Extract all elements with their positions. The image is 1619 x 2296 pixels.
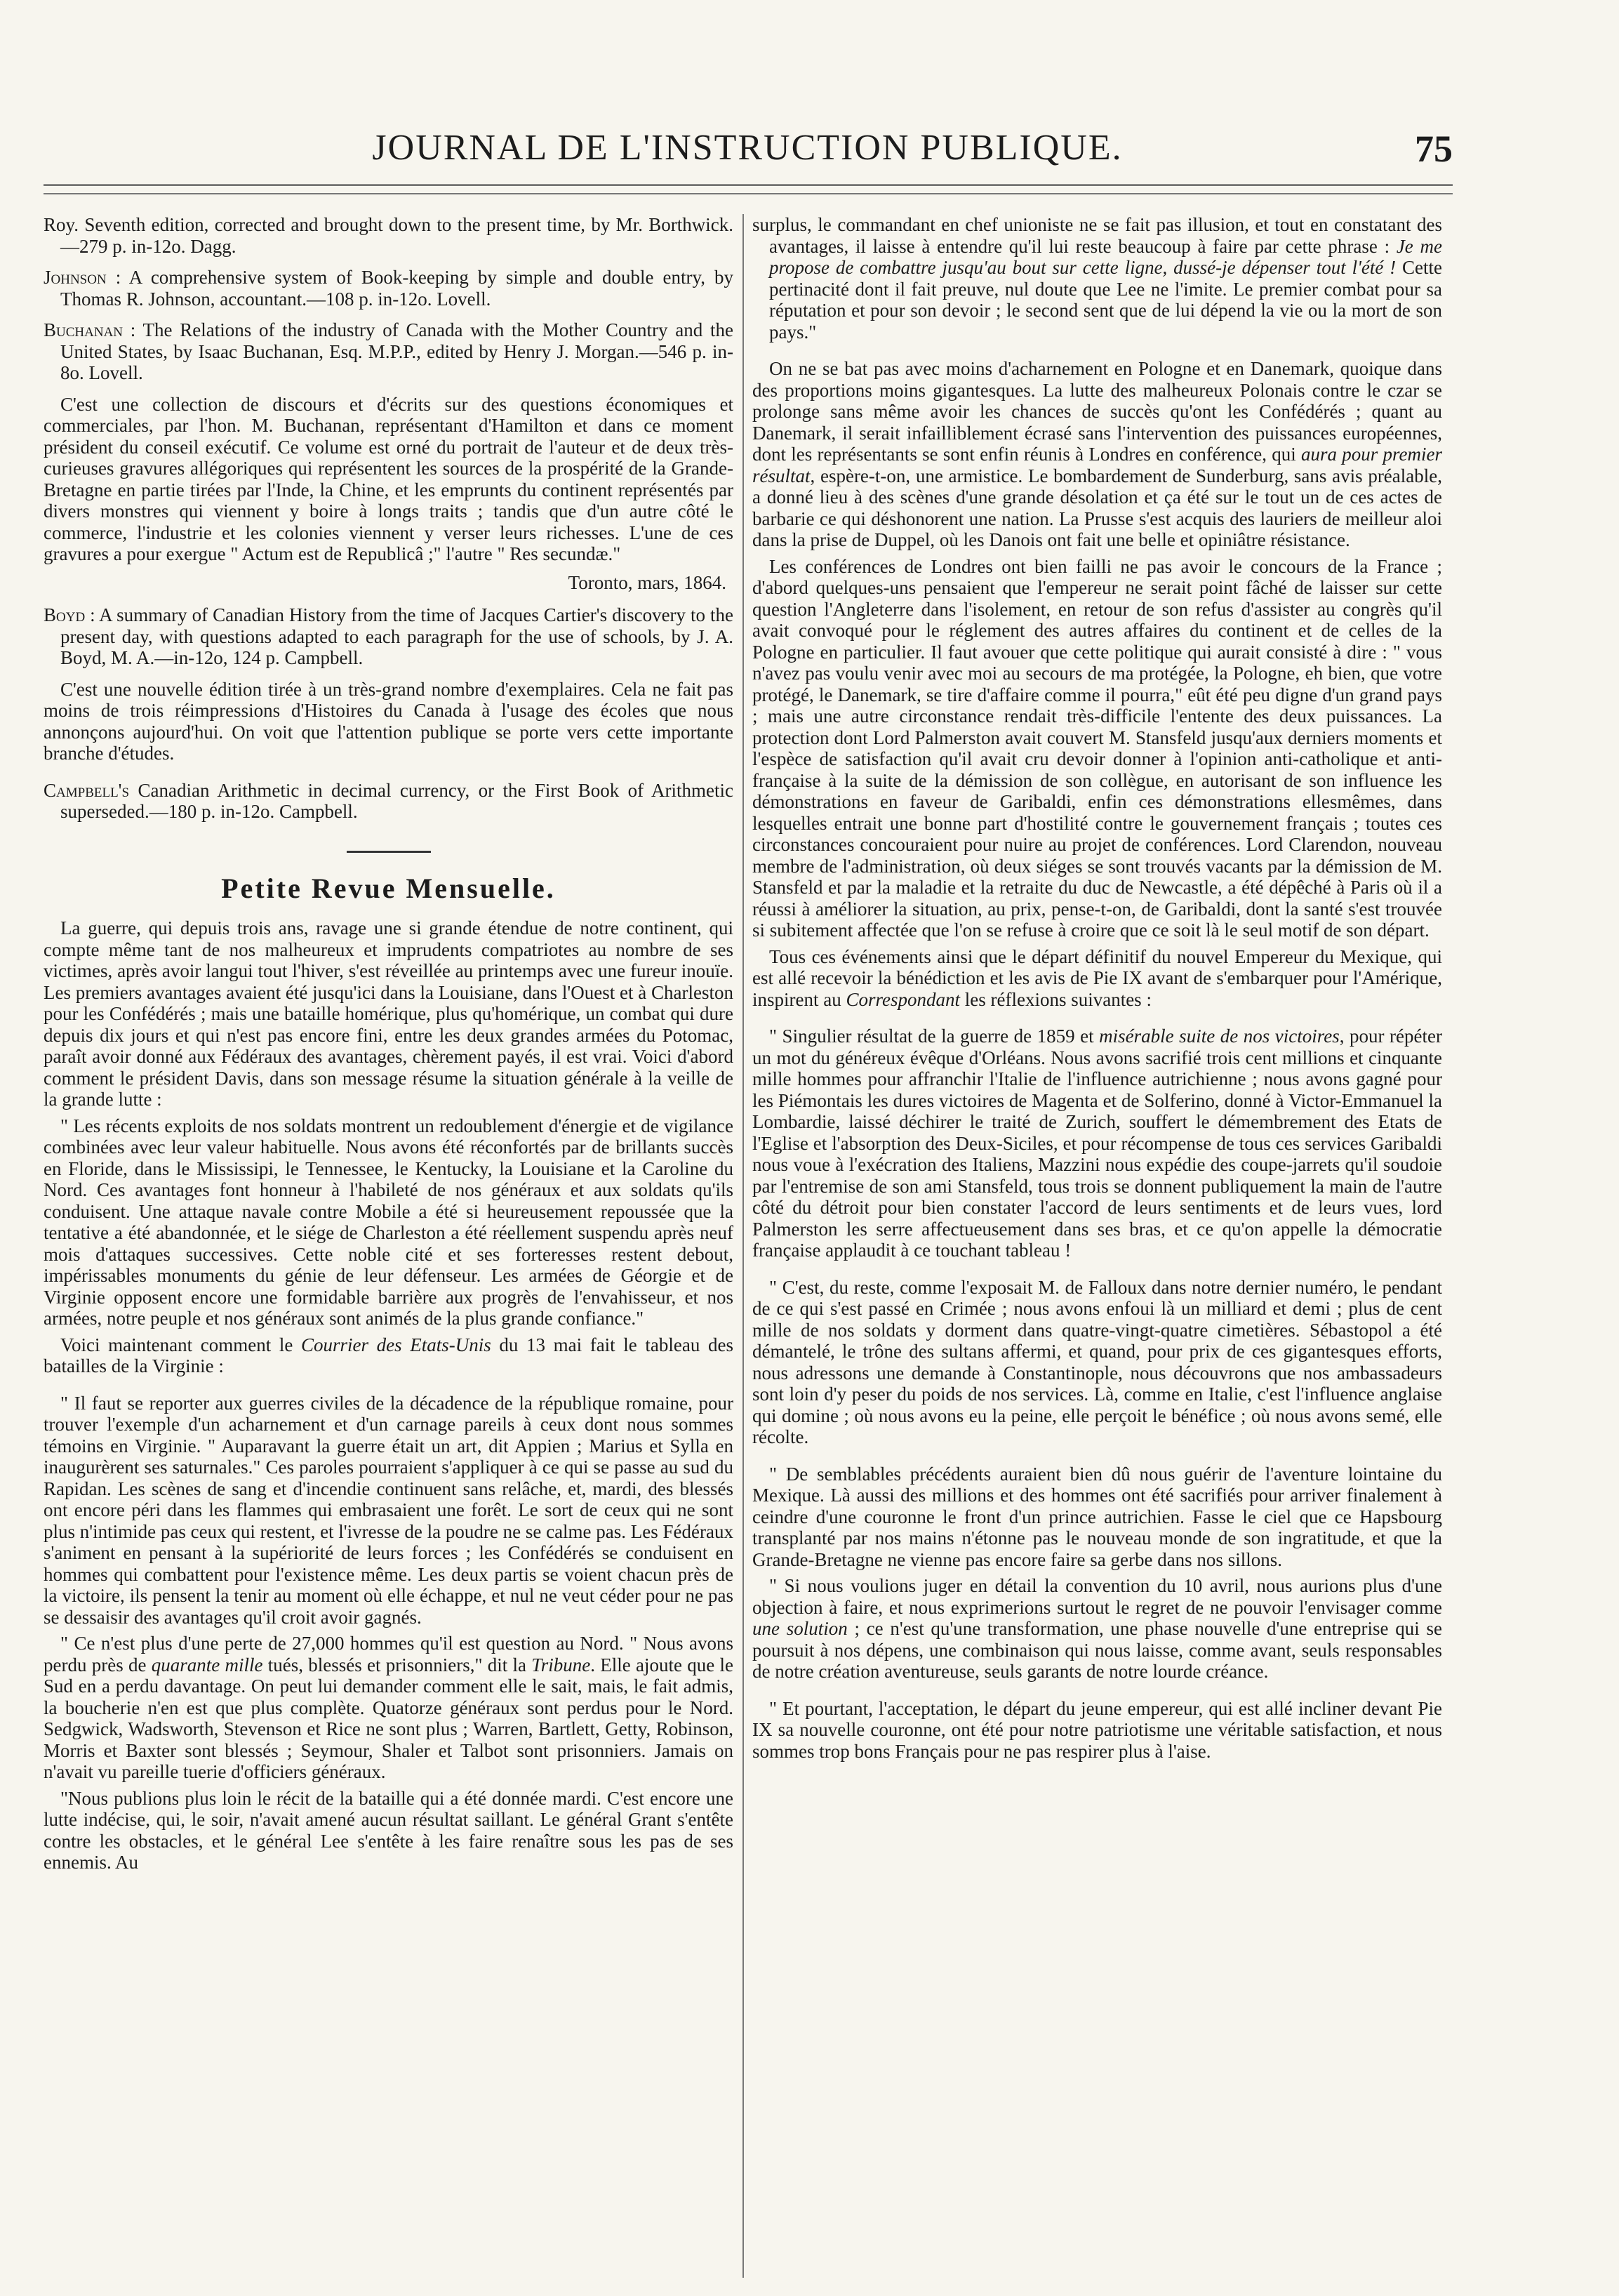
page-header [42,116,1453,179]
header-rule [44,184,1453,194]
quote-paragraph-1: " Singulier résultat de la guerre de 1859 et misérable suite de nos victoires, pour répéter un mot du généreux évêque d'Orléans. Nous avons sacrifié trois cent millions et cinquante mille hommes pour affranchir l'Italie de l'influence autrichienne ; nous avons gagné pour les Piémontais les dures victoires de Magenta et de Solferino, donné à Victor-Emmanuel la Lombardie, laissé déchirer le traité de Zurich, souffert le démembrement des Etats de l'Eglise et l'absorption des Deux-Siciles, et pour récompense de tous ces services Garibaldi nous voue à l'exécration des Italiens, Mazzini nous expédie des coupe-jarrets qu'il soudoie par l'entremise de son ami Stansfeld, tous trois se donnent publiquement la main de l'autre côté du détroit pour bien constater l'accord de leurs sentiments et de leurs vues, lord Palmerston les serre affectueusement dans ses bras, et ce qu'on appelle la démocratie française applaudit à ce touchant tableau ! [752,1026,1442,1261]
review-paragraph-4: " Il faut se reporter aux guerres civiles de la décadence de la république romaine, pour trouver l'exemple d'un acharnement et d'un carnage pareils à ceux dont nous sommes témoins en Virginie. " Auparavant la guerre était un art, dit Appien ; Marius et Sylla en inaugurèrent ses saturnales." Ces paroles pourraient s'appliquer à ce qui se passe au sud du Rapidan. Les scènes de sang et d'incendie continuent sans relâche, et, mardi, des blessés ont encore péri dans les flammes qui embrasaient une forêt. Le sort de ceux qui ne sont plus n'intimide pas ceux qui restent, et l'ivresse de la poudre ne se calme pas. Les Fédéraux s'animent en pensant à la supériorité de leurs forces ; les Confédérés se conduisent en hommes qui combattent pour l'existence même. Les deux partis se voient chacun près de la victoire, ils pensent la tenir au moment où elle échappe, et nul ne veut céder pour ne pas se dessaisir des avantages qu'il croit avoir gagnés. [44,1392,733,1628]
mexico-emperor-paragraph: Tous ces événements ainsi que le départ définitif du nouvel Empereur du Mexique, qui est allé recevoir la bénédiction et les avis de Pie IX avant de s'embarquer pour l'Amérique, inspirent au Correspondant les réflexions suivantes : [752,945,1442,1010]
london-conferences-paragraph: Les conférences de Londres ont bien failli ne pas avoir le concours de la France ; d'abord quelques-uns pensaient que l'empereur ne serait point fâché de laisser sur cette question l'Angleterre dans l'isolement, en retour de son refus d'assister au congrès qu'il avait convoqué pour le réglement des autres affaires du continent et de celles de la Pologne en particulier. Il faut avouer que cette politique qui aurait consisté à dire : " vous n'avez pas voulu venir avec moi au secours de ma protégée, la Pologne, eh bien, que votre protégé, le Danemark, se tire d'affaire comme il pourra," eût été peu digne d'un grand pays ; mais une autre circonstance rendait très-difficile l'entente des deux puissances. La protection dont Lord Palmerston avait couvert M. Stansfeld jusqu'aux derniers moments et l'espèce de satisfaction qu'il avait cru devoir donner à l'opinion anti-catholique et anti-française à la suite de la démission de son collègue, en autorisant de son influence les démonstrations en faveur de Garibaldi, enfin ces démonstrations ellesmêmes, dans lesquelles entrait une bonne part d'hostilité contre le gouvernement français ; toutes ces circonstances concouraient pour nuire au projet de conférences. Lord Clarendon, nouveau membre de l'administration, où deux siéges se sont trouvés vacants par la démission de M. Stansfeld et par la maladie et la retraite du duc de Newcastle, a été dépêché à Paris où il a réussi à améliorer la situation, au prix, pense-t-on, de Garibaldi, dont la santé s'est trouvée si subitement affectée que l'on se refuse à croire que ce soit là le seul motif de son départ. [752,555,1442,941]
review-paragraph-5: " Ce n'est plus d'une perte de 27,000 hommes qu'il est question au Nord. " Nous avons perdu près de quarante mille tués, blessés et prisonniers," dit la Tribune. Elle ajoute que le Sud en a perdu davantage. On peut lui demander comment elle le sait, mais, le fait admis, la boucherie n'en est que plus complète. Quatorze généraux sont perdus pour le Nord. Sedgwick, Wadsworth, Stevenson et Rice ne sont plus ; Warren, Bartlett, Getty, Robinson, Morris et Baxter sont blessés ; Seymour, Shaler et Talbot sont prisonniers. Jamais on n'avait vu pareille tuerie d'officiers généraux. [44,1633,733,1782]
section-separator [347,851,431,853]
review-paragraph-3: Voici maintenant comment le Courrier des Etats-Unis du 13 mai fait le tableau des batailles de la Virginie : [44,1334,733,1376]
poland-denmark-paragraph: On ne se bat pas avec moins d'acharnement en Pologne et en Danemark, quoique dans des proportions moins gigantesques. La lutte des malheureux Polonais contre le czar se prolonge sans même avoir les chances de succès qu'ont les Confédérés ; quant au Danemark, il serait infailliblement écrasé sans l'intervention des puissances européennes, dont les représentants se sont enfin réunis à Londres en conférence, qui aura pour premier résultat, espère-t-on, une armistice. Le bombardement de Sunderburg, sans avis préalable, a donné lieu à des scènes d'une grande désolation et ça été sur le tout un de ces actes de barbarie ce qui déshonorent une nation. La Prusse s'est acquis des lauriers de meilleur aloi dans la prise de Duppel, où les Danois ont fait une belle et opiniâtre résistance. [752,358,1442,550]
johnson-entry: Johnson : A comprehensive system of Book-keeping by simple and double entry, by Thomas R. Johnson, accountant.—108 p. in-12o. Lovell. [44,267,733,310]
review-paragraph-2: " Les récents exploits de nos soldats montrent un redoublement d'énergie et de vigilance combinées avec leur valeur habituelle. Nous avons été réconfortés par de brillants succès en Floride, dans le Mississipi, le Tennessee, le Kentucky, la Louisiane et la Caroline du Nord. Ces avantages font honneur à l'habileté de nos généraux et aux soldats qu'ils conduisent. Une attaque navale contre Mobile a été si heureusement repoussée que la tentative a été abandonnée, et le siége de Charleston a été réellement suspendu après neuf mois d'attaques successives. Cette noble cité et ses forteresses restent debout, impérissables monuments du génie de leur défenseur. Les armées de Géorgie et de Virginie opposent encore une formidable barrière aux progrès de l'envahisseur, et nos armées, notre peuple et nos généraux sont animés de la plus grande confiance." [44,1115,733,1329]
continuation-paragraph: surplus, le commandant en chef unioniste ne se fait pas illusion, et tout en constatant des avantages, il laisse à entendre qu'il lui reste beaucoup à faire par cette phrase : Je me propose de combattre jusqu'au bout sur cette ligne, dussé-je dépenser tout l'été ! Cette pertinacité dont il fait preuve, nul doute que Lee ne l'imite. Le premier combat pour sa réputation et pour son devoir ; le second sent que de lui dépend la vie ou la mort de son pays." [752,214,1442,343]
review-paragraph-6: "Nous publions plus loin le récit de la bataille qui a été donnée mardi. C'est encore une lutte indécise, qui, le soir, n'avait amené aucun résultat saillant. Le général Grant s'entête contre les obstacles, et le général Lee s'entête à les faire renaître sous les pas de ses ennemis. Au [44,1787,733,1873]
buchanan-entry: Buchanan : The Relations of the industry of Canada with the Mother Country and the United States, by Isaac Buchanan, Esq. M.P.P., edited by Henry J. Morgan.—546 p. in-8o. Lovell. [44,319,733,383]
review-paragraph-1: La guerre, qui depuis trois ans, ravage une si grande étendue de notre continent, qui compte même tant de nos malheureux et imprudents compatriotes au nombre de ses victimes, après avoir langui tout l'hiver, s'est réveillée au printemps avec une fureur inouïe. Les premiers avantages avaient été jusqu'ici dans la Louisiane, dans l'Ouest et à Charleston pour les Confédérés ; mais une bataille homérique, plus qu'homérique, un combat qui dure depuis dix jours et qui n'est pas encore fini, entre les deux grandes armées du Potomac, paraît avoir donné aux Fédéraux des avantages, chèrement payés, il est vrai. Voici d'abord comment le président Davis, dans son message résume la situation générale à la veille de la grande lutte : [44,917,733,1110]
column-divider [742,214,744,2278]
quote-paragraph-4: " Si nous voulions juger en détail la convention du 10 avril, nous aurions plus d'une objection à faire, et nous exprimerions surtout le regret de ne pouvoir l'envisager comme une solution ; ce n'est qu'une transformation, une phase nouvelle d'une entreprise qui se poursuit à nos dépens, une combinaison qui nous laisse, comme avant, seuls responsables de notre création aventureuse, seuls garants de notre lourde créance. [752,1575,1442,1682]
campbell-entry: Campbell's Canadian Arithmetic in decimal currency, or the First Book of Arithmetic superseded.—180 p. in-12o. Campbell. [44,779,733,822]
buchanan-description: C'est une collection de discours et d'écrits sur des questions économiques et commerciales, par l'hon. M. Buchanan, représentant d'Hamilton et dans ce moment président du conseil exécutif. Ce volume est orné du portrait de l'auteur et de deux très-curieuses gravures allégoriques qui représentent les sources de la prospérité de la Grande-Bretagne en partie tirées par l'Inde, la Chine, et les emprunts du continent représentés par divers monstres qui viennent y boire à longs traits ; tandis que d'un autre côté le commerce, l'industrie et les colonies viennent y verser leurs richesses. L'une de ces gravures a pour exergue " Actum est de Republicâ ;" l'autre " Res secundæ." [44,393,733,564]
roy-entry: Roy. Seventh edition, corrected and brought down to the present time, by Mr. Borthwick.—279 p. in-12o. Dagg. [44,214,733,257]
left-column [44,214,733,2278]
right-column [752,214,1442,2278]
section-title: Petite Revue Mensuelle. [221,872,556,904]
page-number: 75 [1415,128,1453,170]
quote-paragraph-5: " Et pourtant, l'acceptation, le départ du jeune empereur, qui est allé incliner devant Pie IX sa nouvelle couronne, ont été pour notre patriotisme une véritable satisfaction, et nous sommes trop bons Français pour ne pas respirer plus à l'aise. [752,1697,1442,1762]
boyd-entry: Boyd : A summary of Canadian History from the time of Jacques Cartier's discovery to the present day, with questions adapted to each paragraph for the use of schools, by J. A. Boyd, M. A.—in-12o, 124 p. Campbell. [44,604,733,668]
signature: Toronto, mars, 1864. [568,571,726,593]
quote-paragraph-3: " De semblables précédents auraient bien dû nous guérir de l'aventure lointaine du Mexique. Là aussi des millions et des hommes ont été sacrifiés pour arriver finalement à ceindre d'une couronne le front d'un prince autrichien. Fasse le ciel que ce Hapsbourg transplanté par nos mains n'étonne pas le nouveau monde de son ingratitude, et que la Grande-Bretagne ne vienne pas encore faire sa gerbe dans nos sillons. [752,1463,1442,1570]
quote-paragraph-2: " C'est, du reste, comme l'exposait M. de Falloux dans notre dernier numéro, le pendant de ce qui s'est passé en Crimée ; nous avons enfoui là un milliard et demi ; plus de cent mille de nos soldats y dorment dans quatre-vingt-quatre cimetières. Sébastopol a été démantelé, le trône des sultans affermi, et quand, pour prix de ces gigantesques efforts, nous adressons une demande à Constantinople, nous découvrons que nos ambassadeurs sont loin d'y peser du poids de nos services. Là, comme en Italie, c'est l'influence anglaise qui domine ; où nous avons eu la peine, elle perçoit le bénéfice ; où nous avons semé, elle récolte. [752,1276,1442,1447]
journal-title: JOURNAL DE L'INSTRUCTION PUBLIQUE. [372,128,1123,168]
boyd-description: C'est une nouvelle édition tirée à un très-grand nombre d'exemplaires. Cela ne fait pas moins de trois réimpressions d'Histoires du Canada à l'usage des écoles que nous annonçons aujourd'hui. On voit que l'attention publique se porte vers cette importante branche d'études. [44,678,733,764]
